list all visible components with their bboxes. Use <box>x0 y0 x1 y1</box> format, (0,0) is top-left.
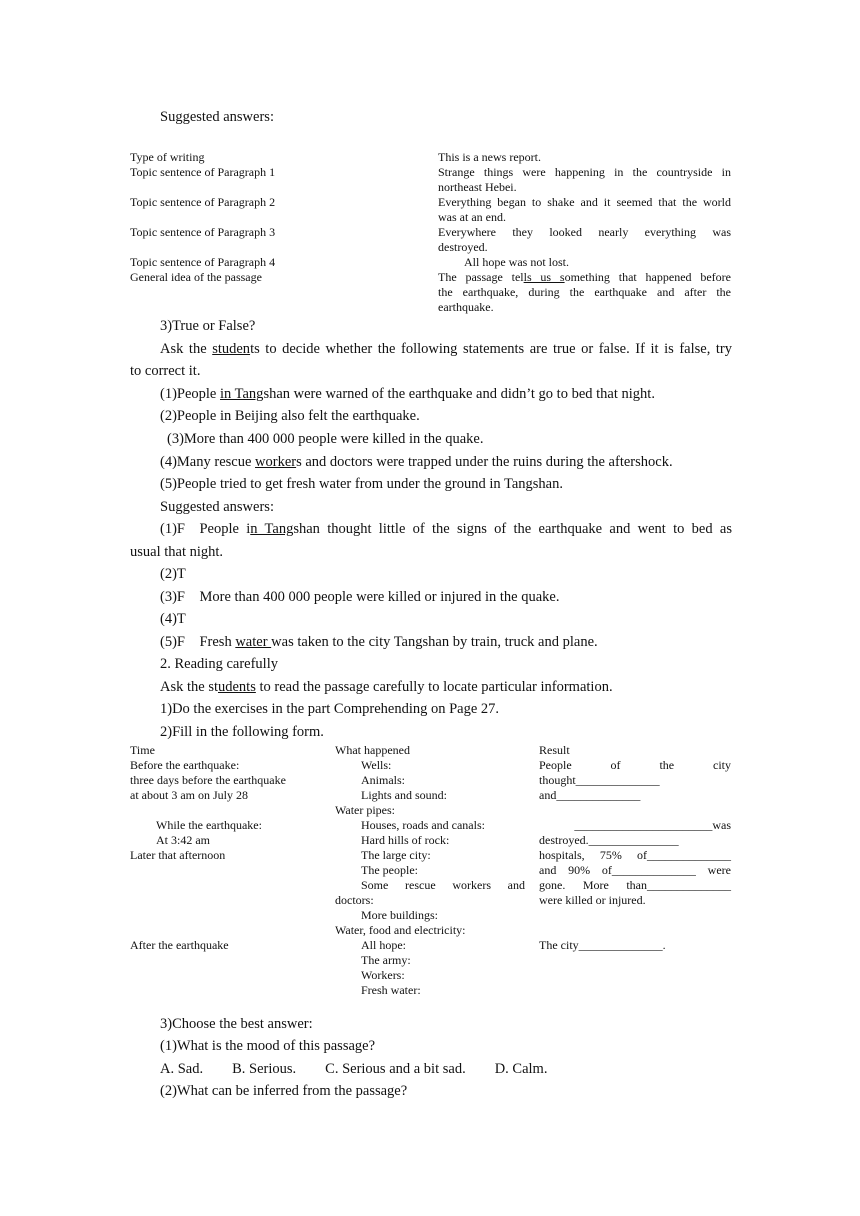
tf-statement-1: (1)People in Tangshan were warned of the earthquake and didn’t go to bed that night. <box>160 386 655 402</box>
what-workers: Workers: <box>361 968 405 982</box>
general-idea-value-line2: the earthquake, during the earthquake and after the <box>438 285 731 299</box>
p4-value: All hope was not lost. <box>464 255 569 269</box>
reading-instruction: Ask the students to read the passage carefully to locate particular information. <box>160 679 613 695</box>
choose-q1: (1)What is the mood of this passage? <box>160 1038 376 1054</box>
result-and: and______________ <box>539 788 641 802</box>
what-water-pipes: Water pipes: <box>335 803 396 817</box>
what-large-city: The large city: <box>361 848 431 862</box>
tf-statement-5: (5)People tried to get fresh water from under the ground in Tangshan. <box>160 476 563 492</box>
tf-statement-2: (2)People in Beijing also felt the earthquake. <box>160 408 420 424</box>
p1-value-line2: northeast Hebei. <box>438 180 517 194</box>
tf-answer-5: (5)F Fresh water was taken to the city Tangshan by train, truck and plane. <box>160 634 598 650</box>
reading-heading: 2. Reading carefully <box>160 656 278 672</box>
result-thought: thought______________ <box>539 773 660 787</box>
col-result-header: Result <box>539 743 570 757</box>
col-time-header: Time <box>130 743 155 757</box>
tf-heading: 3)True or False? <box>160 318 256 334</box>
tf-instruction-line1: Ask the students to decide whether the following statements are true or false. If it is false, try <box>160 341 732 357</box>
what-wells: Wells: <box>361 758 392 772</box>
type-label: Type of writing <box>130 150 205 164</box>
p3-value-line2: destroyed. <box>438 240 488 254</box>
what-lights: Lights and sound: <box>361 788 447 802</box>
what-rescue-line1: Some rescue workers and <box>361 878 525 892</box>
what-more-buildings: More buildings: <box>361 908 438 922</box>
tf-statement-4: (4)Many rescue workers and doctors were trapped under the ruins during the aftershock. <box>160 454 673 470</box>
p2-value-line1: Everything began to shake and it seemed that the world <box>438 195 731 209</box>
what-hard-hills: Hard hills of rock: <box>361 833 450 847</box>
choose-q2: (2)What can be inferred from the passage? <box>160 1083 408 1099</box>
tf-statement-3: (3)More than 400 000 people were killed in the quake. <box>167 431 484 447</box>
result-hospitals: hospitals, 75% of______________ <box>539 848 731 862</box>
time-after: After the earthquake <box>130 938 229 952</box>
p3-value-line1: Everywhere they looked nearly everything was <box>438 225 731 239</box>
p1-label: Topic sentence of Paragraph 1 <box>130 165 276 179</box>
result-and90: and 90% of______________ were <box>539 863 731 877</box>
p2-label: Topic sentence of Paragraph 2 <box>130 195 276 209</box>
time-before: Before the earthquake: <box>130 758 240 772</box>
reading-item-2: 2)Fill in the following form. <box>160 724 324 740</box>
result-people: People of the city <box>539 758 731 772</box>
tf-answer-3: (3)F More than 400 000 people were killed or injured in the quake. <box>160 589 560 605</box>
p3-label: Topic sentence of Paragraph 3 <box>130 225 276 239</box>
p2-value-line2: was at an end. <box>438 210 506 224</box>
result-city: The city______________. <box>539 938 666 952</box>
result-killed: were killed or injured. <box>539 893 646 907</box>
p4-label: Topic sentence of Paragraph 4 <box>130 255 276 269</box>
what-people: The people: <box>361 863 418 877</box>
what-all-hope: All hope: <box>361 938 406 952</box>
tf-answer-1-line2: usual that night. <box>130 544 224 560</box>
general-idea-value-line3: earthquake. <box>438 300 494 314</box>
general-idea-label: General idea of the passage <box>130 270 262 284</box>
time-later: Later that afternoon <box>130 848 226 862</box>
tf-instruction-line2: to correct it. <box>130 363 201 379</box>
what-army: The army: <box>361 953 411 967</box>
tf-answers-heading: Suggested answers: <box>160 499 274 515</box>
result-destroyed: destroyed._______________ <box>539 833 679 847</box>
what-wfe: Water, food and electricity: <box>335 923 466 937</box>
what-houses: Houses, roads and canals: <box>361 818 485 832</box>
choose-heading: 3)Choose the best answer: <box>160 1016 313 1032</box>
what-rescue-line2: doctors: <box>335 893 374 907</box>
type-value: This is a news report. <box>438 150 541 164</box>
reading-item-1: 1)Do the exercises in the part Comprehending on Page 27. <box>160 701 500 717</box>
result-was: _______________________was <box>574 818 731 832</box>
time-three-days: three days before the earthquake <box>130 773 286 787</box>
what-animals: Animals: <box>361 773 405 787</box>
tf-answer-2: (2)T <box>160 566 186 582</box>
time-3am: at about 3 am on July 28 <box>130 788 248 802</box>
tf-answer-4: (4)T <box>160 611 186 627</box>
time-while: While the earthquake: <box>156 818 262 832</box>
choose-q1-options: A. Sad. B. Serious. C. Serious and a bit sad. D. Calm. <box>160 1061 548 1077</box>
result-gone: gone. More than______________ <box>539 878 731 892</box>
time-342: At 3:42 am <box>156 833 210 847</box>
p1-value-line1: Strange things were happening in the countryside in <box>438 165 731 179</box>
col-what-header: What happened <box>335 743 410 757</box>
tf-answer-1-line1: (1)F People in Tangshan thought little of the signs of the earthquake and went to bed as <box>160 521 732 537</box>
what-fresh-water: Fresh water: <box>361 983 421 997</box>
general-idea-value-line1: The passage tells us something that happened before <box>438 270 731 284</box>
suggested-answers-heading: Suggested answers: <box>160 109 274 125</box>
